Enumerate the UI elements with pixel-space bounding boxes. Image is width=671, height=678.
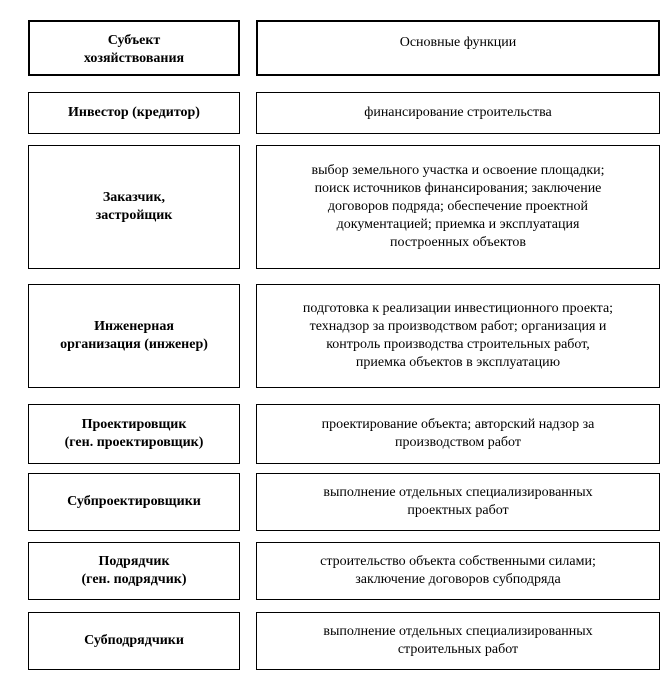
functions-label: выполнение отдельных специализированных строительных работ [323,624,593,657]
header-functions-cell [256,20,660,76]
header-subject-label: Субъект хозяйствования [83,33,185,66]
row-contractor-subject [28,542,240,600]
header-subject-cell [28,20,240,76]
header-functions-label: Основные функции [399,35,517,50]
subject-label: Субпроектировщики [67,494,201,509]
row-subdesigners-subject [28,473,240,531]
row-subcontractors-functions [256,612,660,670]
row-subdesigners-functions [256,473,660,531]
subject-label: Инвестор (кредитор) [68,105,200,120]
row-investor-functions [256,92,660,134]
functions-label: выполнение отдельных специализированных проектных работ [323,485,593,518]
row-designer-functions [256,404,660,464]
row-engineer-subject [28,284,240,388]
functions-label: выбор земельного участка и освоение площадки; поиск источников финансирования; заключение договоров подряда; обеспечение проектной документацией; приемка и эксплуатация построенных объектов [311,163,605,250]
functions-label: финансирование строительства [364,105,552,120]
row-customer-functions [256,145,660,269]
row-engineer-functions [256,284,660,388]
subject-label: Субподрядчики [84,633,184,648]
functions-label: проектирование объекта; авторский надзор за производством работ [321,417,595,450]
functions-label: строительство объекта собственными силами; заключение договоров субподряда [320,554,596,587]
functions-label: подготовка к реализации инвестиционного проекта; технадзор за производством работ; организация и контроль производства строительных работ, приемка объектов в эксплуатацию [302,301,614,370]
row-designer-subject [28,404,240,464]
subject-label: Проектировщик (ген. проектировщик) [64,417,204,450]
row-contractor-functions [256,542,660,600]
subject-label: Инженерная организация (инженер) [60,319,208,352]
subject-label: Подрядчик (ген. подрядчик) [81,554,187,587]
row-subcontractors-subject [28,612,240,670]
row-investor-subject [28,92,240,134]
row-customer-subject [28,145,240,269]
subject-label: Заказчик, застройщик [95,190,173,223]
